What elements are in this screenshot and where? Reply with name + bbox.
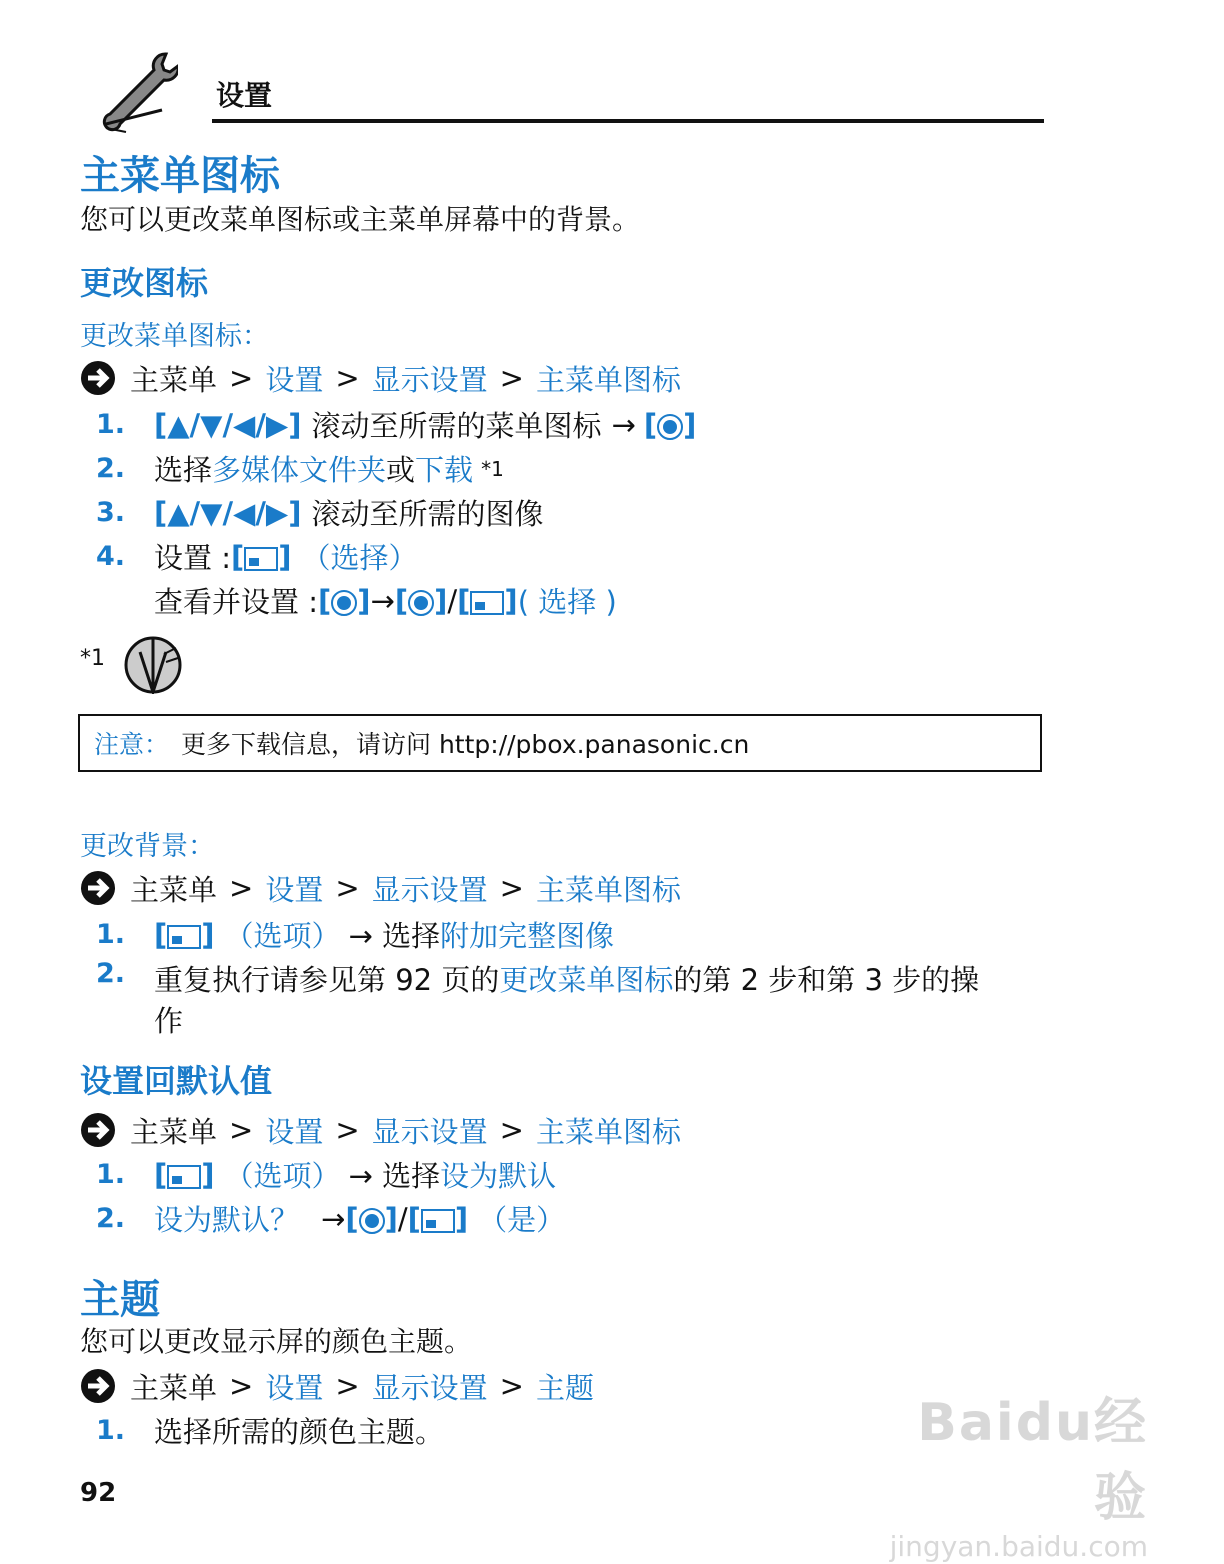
theme-step-1	[96, 1410, 444, 1451]
step-number: 3.	[96, 497, 126, 528]
go-arrow-icon	[80, 1368, 116, 1404]
step-number: 1.	[96, 1415, 126, 1446]
step-number: 1.	[96, 1159, 126, 1190]
step-4: 4. 设置 : [ ] （选择）	[96, 536, 418, 577]
step-text: 滚动至所需的图像	[311, 497, 544, 531]
center-key-icon	[408, 590, 434, 616]
bg-step-2	[96, 958, 1044, 1040]
step-text: → 选择	[348, 1159, 441, 1193]
step-paren: （是）	[478, 1203, 566, 1237]
step-paren: （选项）	[224, 1159, 341, 1193]
step-number: 4.	[96, 541, 126, 572]
step-text: 重复执行请参见第 92 页的	[154, 963, 500, 997]
bg-step-1: 1. [ ] （选项） → 选择 附加完整图像	[96, 914, 614, 955]
nav-item: 显示设置	[371, 1370, 488, 1405]
nav-item: 主菜单图标	[535, 1114, 681, 1149]
go-arrow-icon	[80, 870, 116, 906]
step-text: 或	[386, 453, 416, 487]
nav-item: 主菜单图标	[535, 362, 681, 397]
softkey-icon	[167, 925, 201, 949]
baidu-watermark	[868, 1380, 1148, 1563]
wrench-icon	[96, 48, 178, 136]
step-paren: （选项）	[224, 919, 341, 953]
link-set-default: 设为默认	[440, 1159, 557, 1193]
step-number: 2.	[96, 958, 126, 989]
step-text: 设置 :	[154, 541, 231, 575]
nav-item: 主题	[535, 1370, 594, 1405]
footnote-ref: *1	[481, 456, 504, 481]
header-title: 设置	[216, 79, 273, 112]
download-globe-icon	[122, 632, 184, 694]
step-number: 1.	[96, 409, 126, 440]
link-multimedia-folder: 多媒体文件夹	[212, 453, 387, 487]
step-text: 滚动至所需的菜单图标	[311, 409, 602, 443]
step-4-line2: 查看并设置 : [ ] → [ ] / [ ] ( 选择 )	[154, 580, 617, 621]
go-arrow-icon	[80, 1112, 116, 1148]
step-number: 2.	[96, 453, 126, 484]
center-key-icon	[657, 414, 683, 440]
step-number: 2.	[96, 1203, 126, 1234]
link-set-default-q: 设为默认？	[154, 1203, 300, 1237]
nav-item: 主菜单	[130, 1114, 218, 1149]
theme-description: 您可以更改显示屏的颜色主题。	[80, 1325, 473, 1358]
step-1: 1. [▲/▼/◀/▶] 滚动至所需的菜单图标 → [ ]	[96, 404, 696, 445]
nav-keys-icon: [▲/▼/◀/▶]	[154, 495, 302, 530]
nav-item: 主菜单	[130, 1370, 218, 1405]
note-label: 注意：	[94, 730, 170, 759]
step-number: 1.	[96, 919, 126, 950]
step-text: 选择	[154, 453, 213, 487]
nav-path: 主菜单 > 设置 > 显示设置 > 主菜单图标	[80, 868, 681, 908]
page-number: 92	[80, 1478, 117, 1508]
step-paren: （选择）	[301, 541, 418, 575]
watermark-brand: Baidu经验	[917, 1393, 1148, 1528]
footnote-mark: *1	[80, 646, 105, 671]
nav-path: 主菜单 > 设置 > 显示设置 > 主菜单图标	[80, 1110, 681, 1150]
step-text: 作	[154, 1004, 184, 1038]
step-text: 的第 2 步和第 3 步的操	[673, 963, 980, 997]
nav-keys-icon: [▲/▼/◀/▶]	[154, 407, 302, 442]
softkey-icon	[470, 591, 504, 615]
section-title-default: 设置回默认值	[80, 1062, 273, 1100]
arrow: →	[321, 1201, 346, 1236]
nav-item: 主菜单	[130, 362, 218, 397]
center-key-icon	[359, 1208, 385, 1234]
subtitle-change-menu-icon: 更改菜单图标：	[80, 321, 269, 352]
nav-item: 设置	[265, 1370, 324, 1405]
page-title: 主菜单图标	[80, 153, 280, 199]
softkey-icon	[244, 547, 278, 571]
nav-item: 主菜单	[130, 872, 218, 907]
subtitle-change-background: 更改背景：	[80, 831, 215, 862]
link-full-image: 附加完整图像	[440, 919, 615, 953]
center-key-icon	[331, 590, 357, 616]
link-change-menu-icon: 更改菜单图标	[499, 963, 674, 997]
arrow: →	[611, 407, 636, 442]
section-title-change-icon: 更改图标	[80, 264, 209, 302]
nav-item: 设置	[265, 362, 324, 397]
nav-item: 显示设置	[371, 362, 488, 397]
nav-item: 显示设置	[371, 872, 488, 907]
go-arrow-icon	[80, 360, 116, 396]
step-paren: ( 选择 )	[517, 585, 617, 619]
step-3	[96, 492, 544, 533]
nav-item: 显示设置	[371, 1114, 488, 1149]
nav-item: 设置	[265, 872, 324, 907]
step-2	[96, 448, 504, 489]
step-text: 选择所需的颜色主题。	[154, 1415, 445, 1449]
nav-path: 主菜单 > 设置 > 显示设置 > 主菜单图标	[80, 358, 681, 398]
default-step-1: 1. [ ] （选项） → 选择 设为默认	[96, 1154, 556, 1195]
note-box	[78, 714, 1042, 772]
nav-item: 设置	[265, 1114, 324, 1149]
link-download: 下载	[415, 453, 474, 487]
step-text: 查看并设置 :	[154, 585, 318, 619]
note-text: 更多下载信息，请访问 http://pbox.panasonic.cn	[181, 730, 750, 759]
page-description: 您可以更改菜单图标或主菜单屏幕中的背景。	[80, 203, 641, 236]
header-rule	[212, 119, 1044, 123]
section-title-theme: 主题	[80, 1277, 160, 1323]
nav-item: 主菜单图标	[535, 872, 681, 907]
softkey-icon	[167, 1165, 201, 1189]
default-step-2: 2. 设为默认？ → [ ] / [ ] （是）	[96, 1198, 565, 1239]
softkey-icon	[421, 1209, 455, 1233]
watermark-url: jingyan.baidu.com	[889, 1530, 1148, 1563]
step-text: → 选择	[348, 919, 441, 953]
nav-path: 主菜单 > 设置 > 显示设置 > 主题	[80, 1366, 594, 1406]
